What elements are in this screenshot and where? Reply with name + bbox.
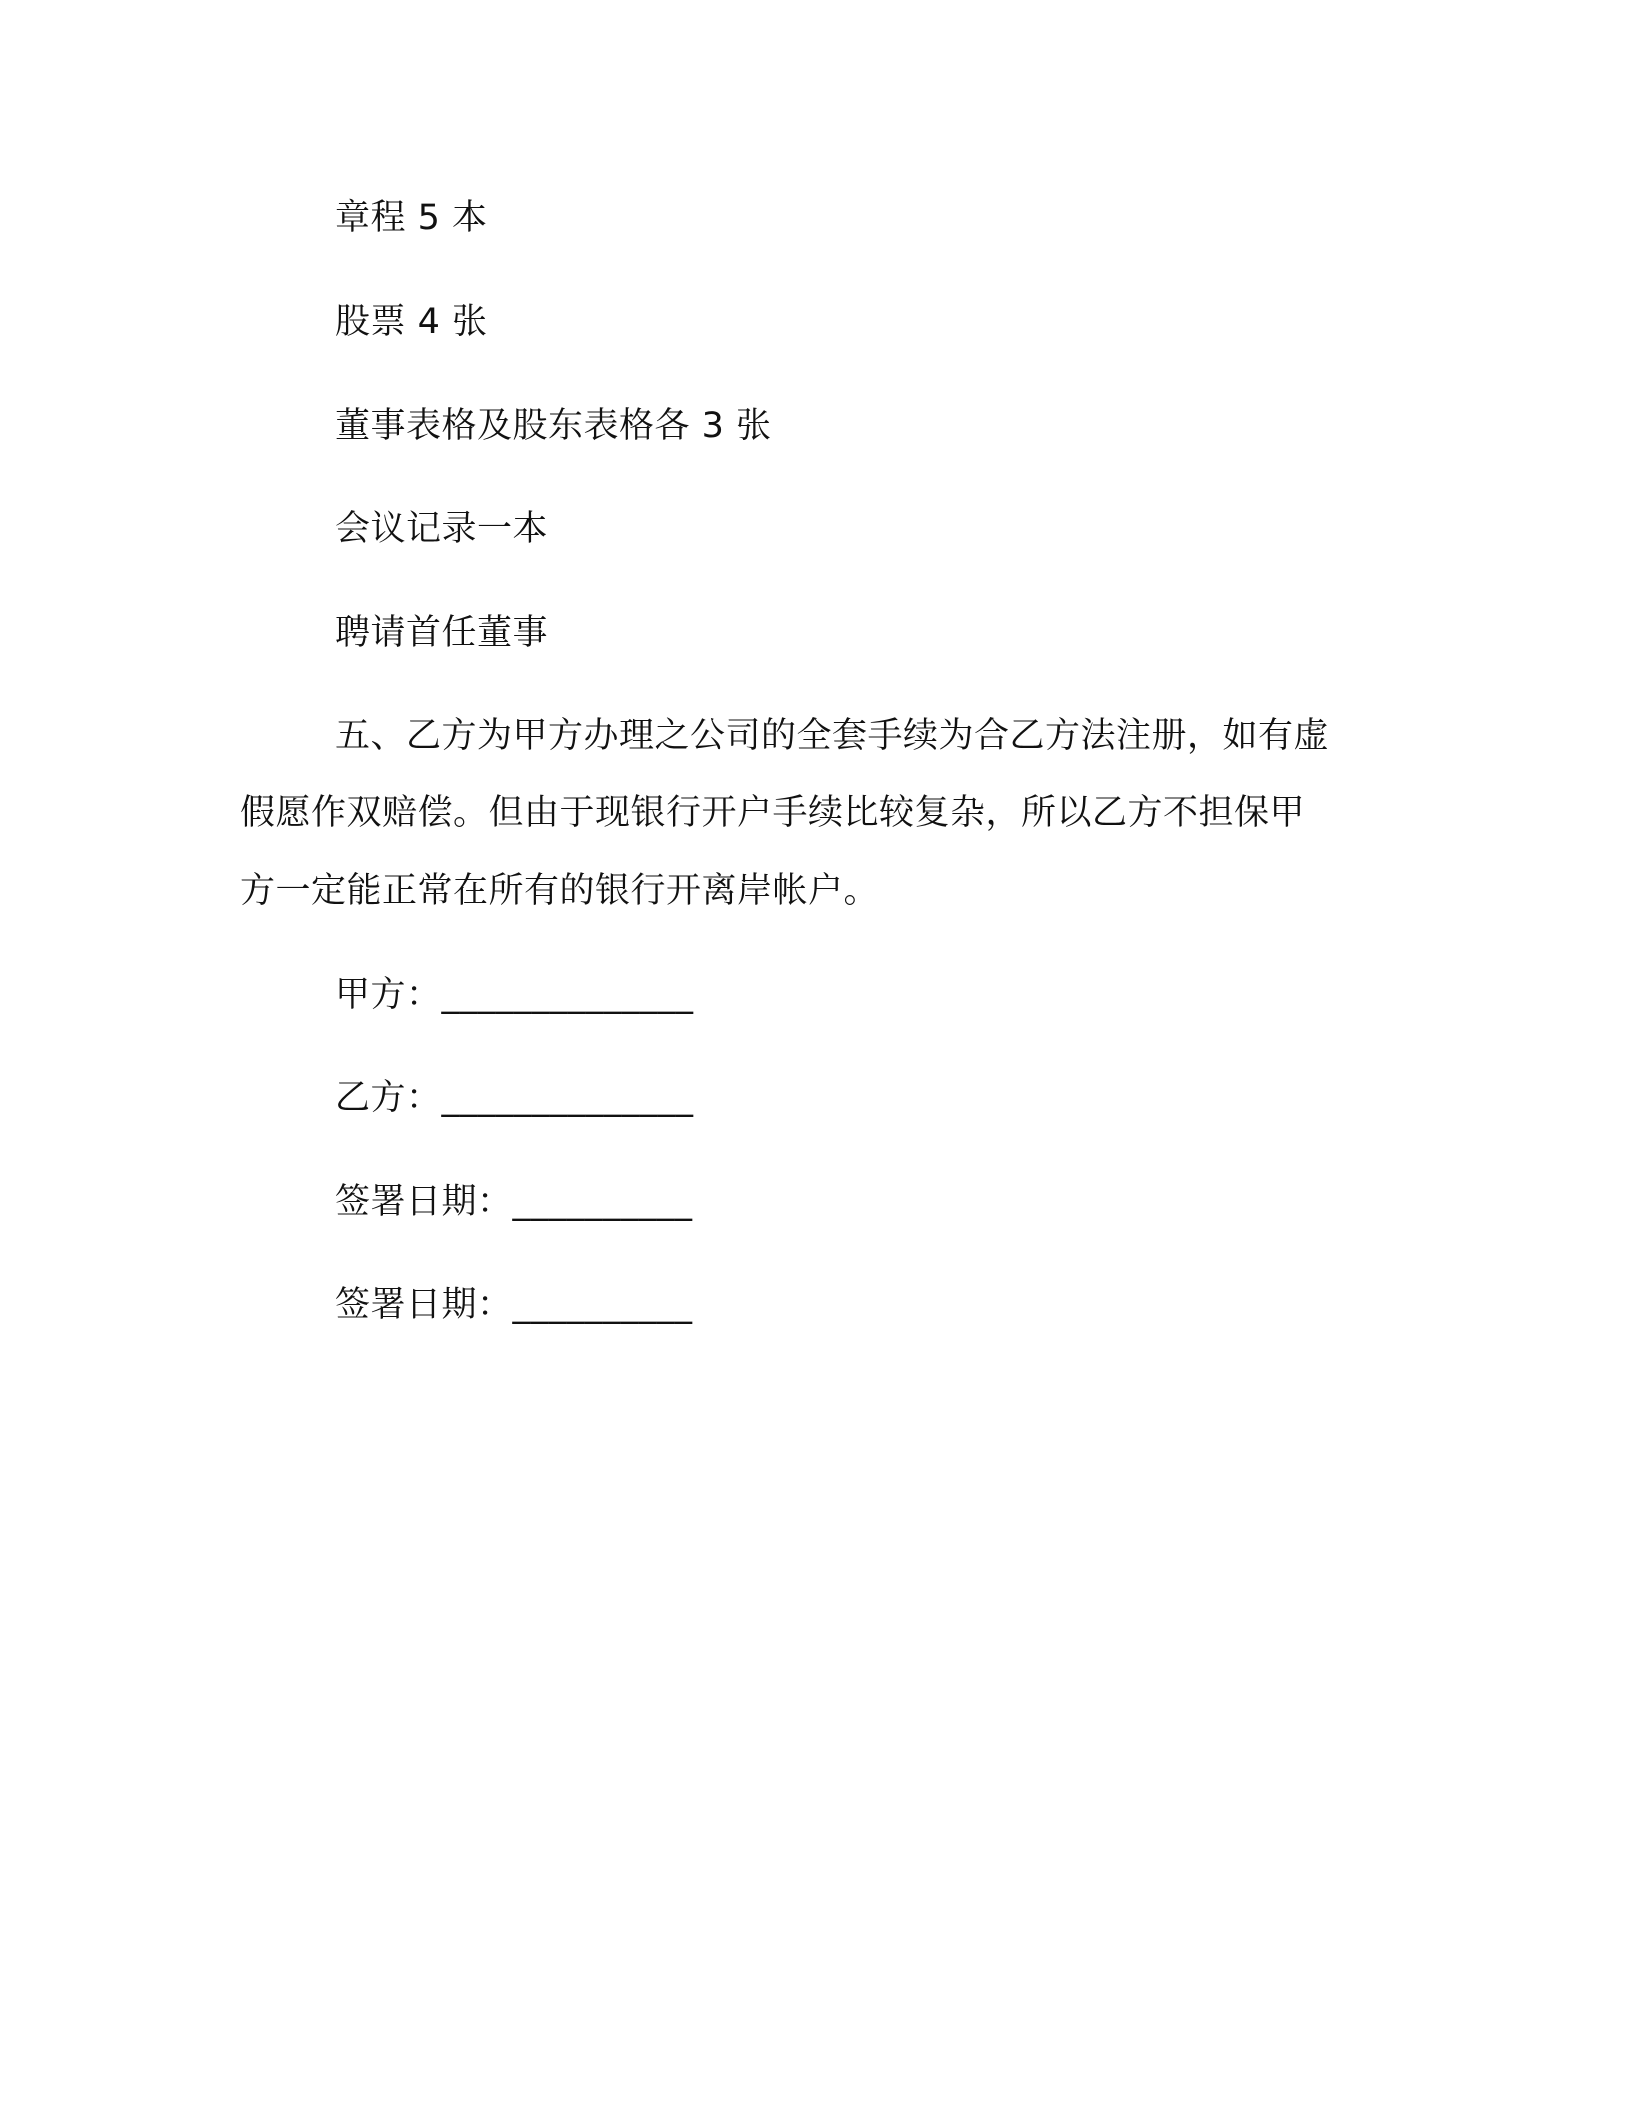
item-articles: 章程 5 本 [335, 198, 488, 238]
signature-date-1: 签署日期：__________ [335, 1182, 693, 1222]
signature-party-a: 甲方：______________ [335, 975, 694, 1015]
clause-five-line-1: 五、乙方为甲方办理之公司的全套手续为合乙方法注册，如有虚 [335, 716, 1330, 756]
signature-party-b: 乙方：______________ [335, 1078, 694, 1118]
clause-five-line-2: 假愿作双赔偿。但由于现银行开户手续比较复杂，所以乙方不担保甲 [240, 793, 1306, 833]
item-minutes: 会议记录一本 [335, 509, 549, 549]
signature-date-2: 签署日期：__________ [335, 1285, 693, 1325]
item-shares: 股票 4 张 [335, 302, 488, 342]
clause-five-line-3: 方一定能正常在所有的银行开离岸帐户。 [240, 871, 880, 911]
item-director: 聘请首任董事 [335, 613, 549, 653]
item-forms: 董事表格及股东表格各 3 张 [335, 406, 772, 446]
